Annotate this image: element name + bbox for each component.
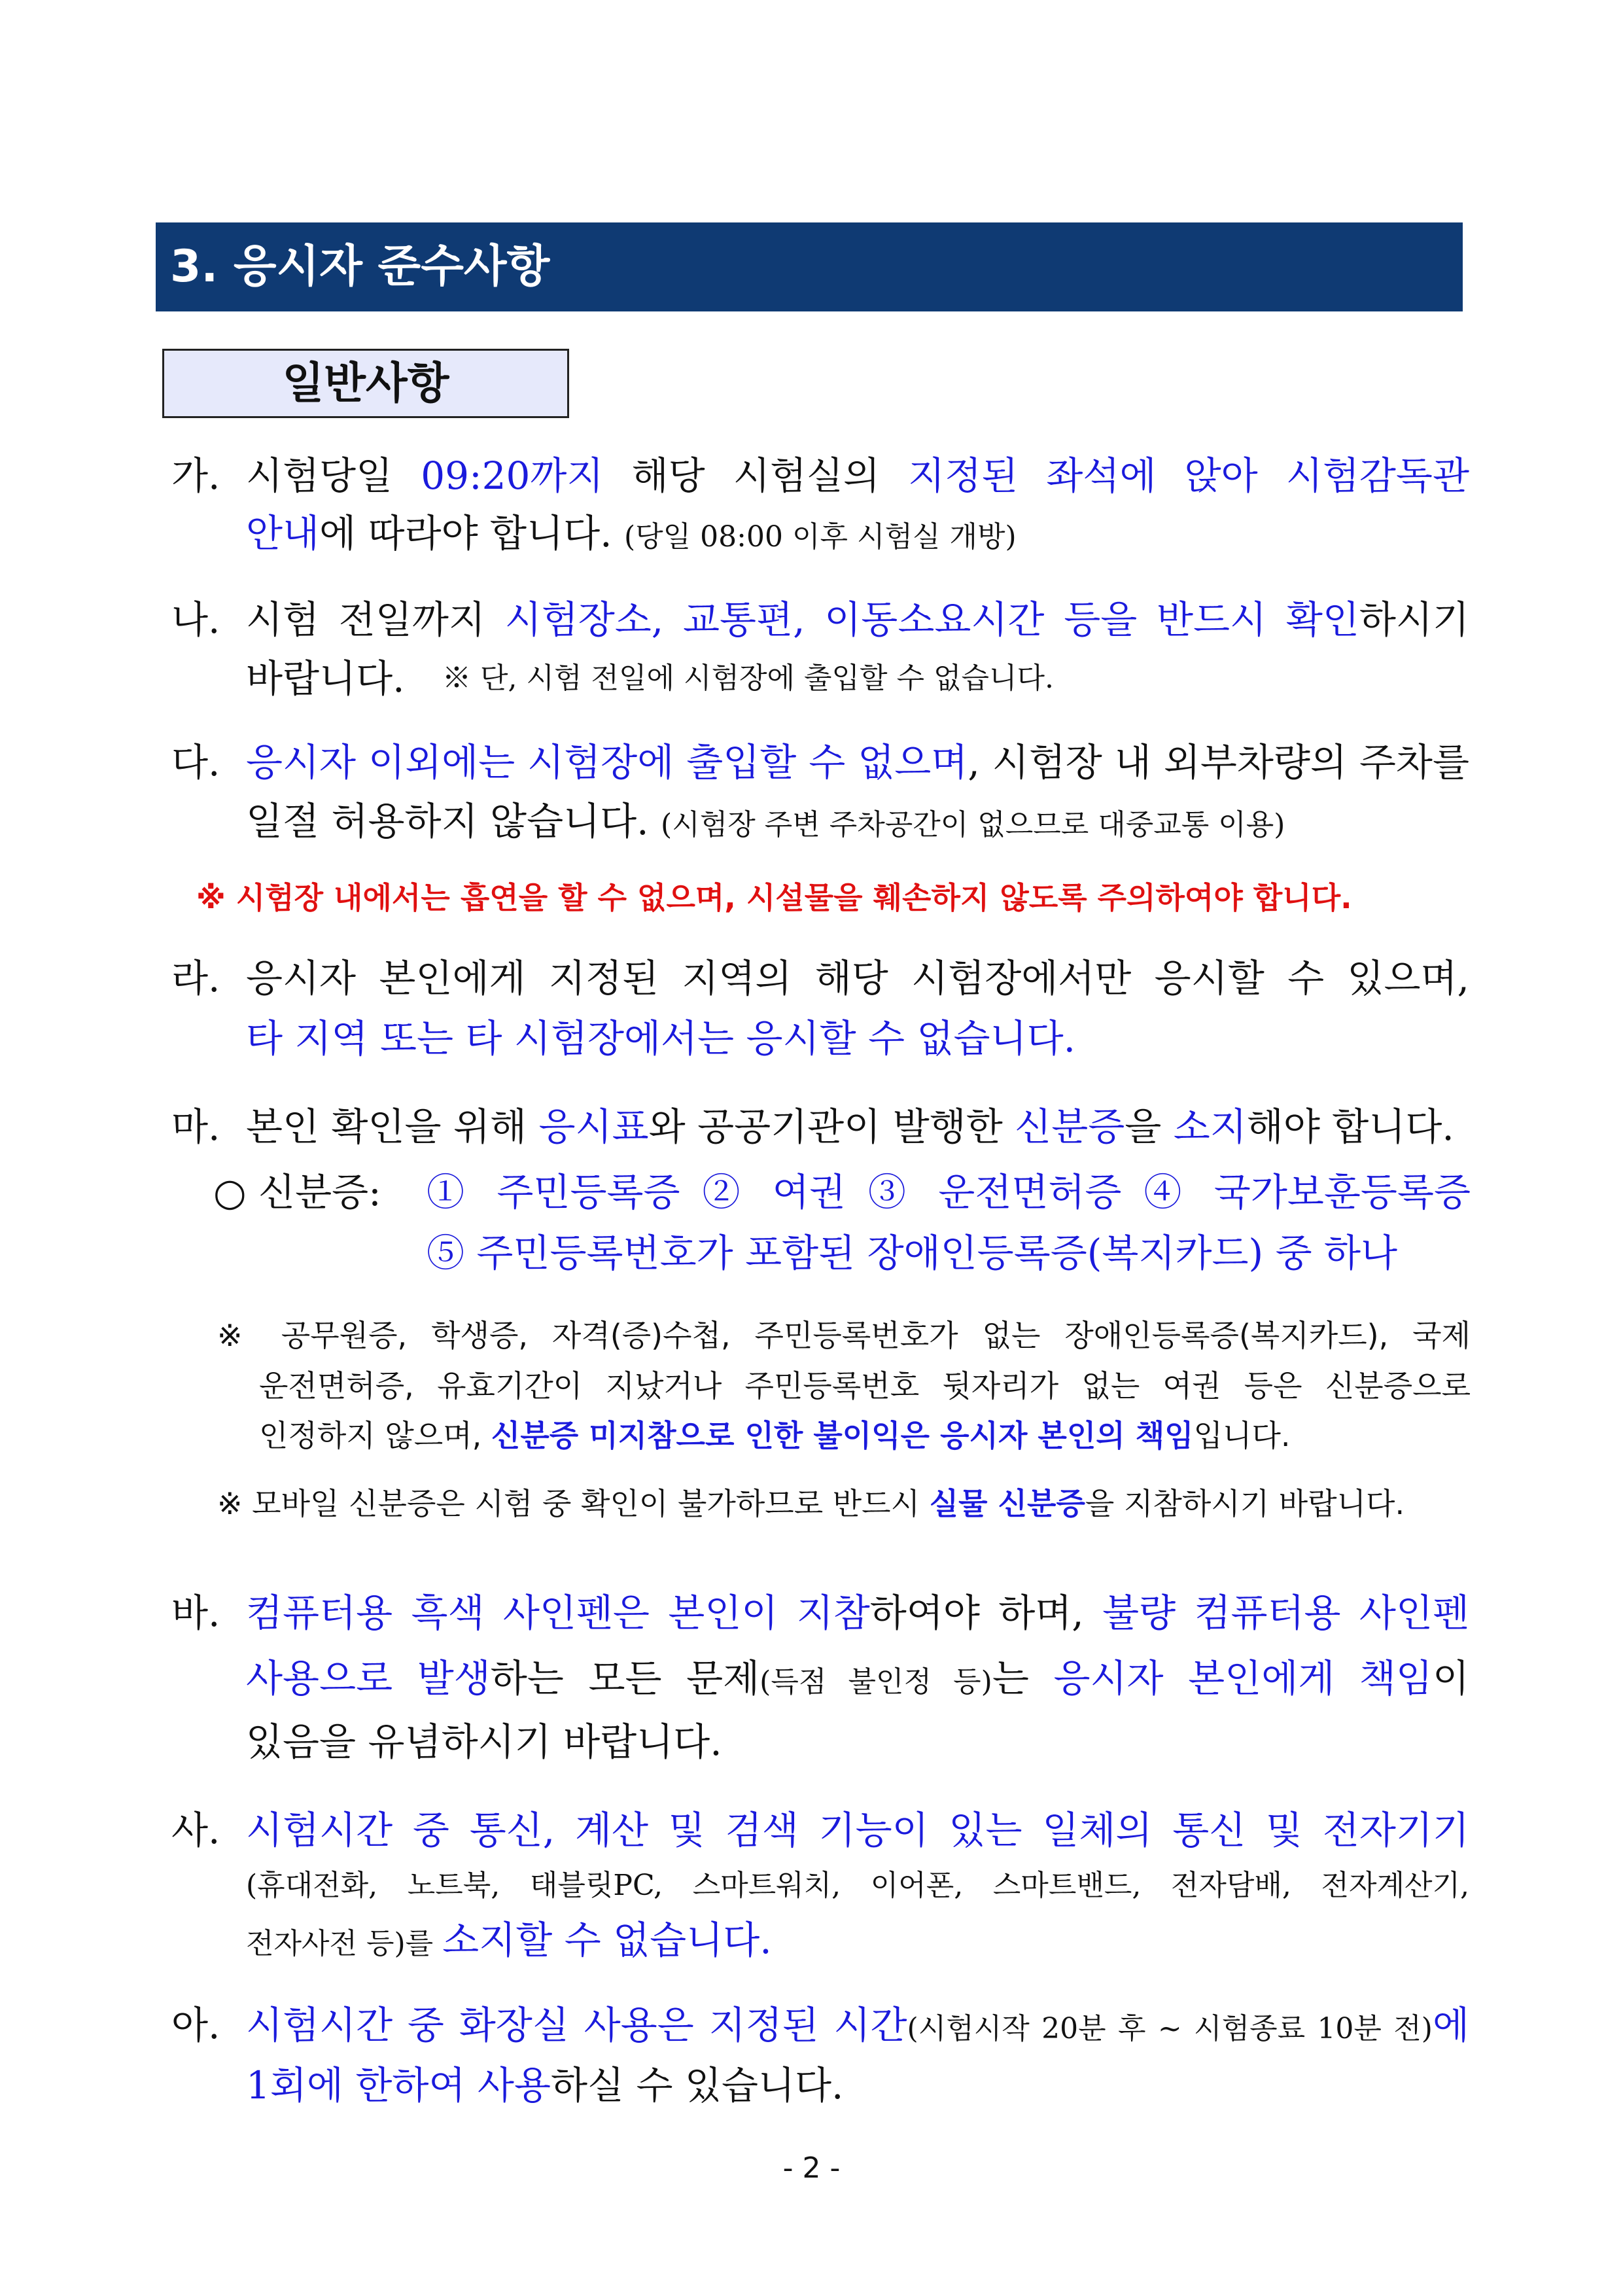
id-list-line2: ⑤ 주민등록번호가 포함된 장애인등록증(복지카드) 중 하나 (427, 1231, 1398, 1275)
item-ra-line1: 응시자 본인에게 지정된 지역의 해당 시험장에서만 응시할 수 있으며, (246, 956, 1469, 1000)
item-ra-line2: 타 지역 또는 타 시험장에서는 응시할 수 없습니다. (246, 1016, 1076, 1061)
item-na-marker: 나. (171, 597, 220, 642)
item-sa-marker: 사. (171, 1808, 220, 1852)
page-number: - 2 - (782, 2151, 841, 2185)
id-note1-line1: ※ 공무원증, 학생증, 자격(증)수첩, 주민등록번호가 없는 장애인등록증(복지카드), 국제 (217, 1318, 1471, 1353)
item-ba-marker: 바. (171, 1591, 220, 1635)
item-da-line2: 일절 허용하지 않습니다. (시험장 주변 주차공간이 없으므로 대중교통 이용) (246, 799, 1285, 843)
item-a-marker: 아. (171, 2003, 220, 2047)
item-ba-line3: 있음을 유념하시기 바랍니다. (246, 1720, 722, 1764)
id-note1-line2: 운전면허증, 유효기간이 지났거나 주민등록번호 뒷자리가 없는 여권 등은 신분증으로 (259, 1368, 1471, 1404)
item-ba-line1: 컴퓨터용 흑색 사인펜은 본인이 지참하여야 하며, 불량 컴퓨터용 사인펜 (246, 1591, 1469, 1635)
item-na-line1: 시험 전일까지 시험장소, 교통편, 이동소요시간 등을 반드시 확인하시기 (246, 597, 1469, 642)
item-da-marker: 다. (171, 740, 220, 785)
item-ga-marker: 가. (171, 453, 220, 498)
subsection-label: 일반사항 (162, 349, 569, 418)
item-ga-line1: 시험당일 09:20까지 해당 시험실의 지정된 좌석에 앉아 시험감독관 (246, 453, 1469, 498)
id-list-line1: ① 주민등록증 ② 여권 ③ 운전면허증 ④ 국가보훈등록증 (427, 1170, 1471, 1214)
item-na-note: ※ 단, 시험 전일에 시험장에 출입할 수 없습니다. (442, 662, 1054, 695)
warning-text: ※ 시험장 내에서는 흡연을 할 수 없으며, 시설물을 훼손하지 않도록 주의하여야 합니다. (196, 880, 1352, 915)
id-label: ○ 신분증: (213, 1170, 381, 1214)
section-title: 3. 응시자 준수사항 (156, 222, 1463, 311)
item-ra-marker: 라. (171, 956, 220, 1000)
item-ga-line2: 안내에 따라야 합니다. (당일 08:00 이후 시험실 개방) (246, 511, 1017, 556)
item-ba-line2: 사용으로 발생하는 모든 문제(득점 불인정 등)는 응시자 본인에게 책임이 (246, 1656, 1469, 1701)
item-a-line1: 시험시간 중 화장실 사용은 지정된 시간(시험시작 20분 후 ~ 시험종료 10분 전)에 (246, 2003, 1470, 2047)
item-da-line1: 응시자 이외에는 시험장에 출입할 수 없으며, 시험장 내 외부차량의 주차를 (246, 740, 1469, 785)
item-ma-line1: 본인 확인을 위해 응시표와 공공기관이 발행한 신분증을 소지해야 합니다. (246, 1104, 1454, 1149)
item-sa-line2: (휴대전화, 노트북, 태블릿PC, 스마트워치, 이어폰, 스마트밴드, 전자담배, 전자계산기, (246, 1869, 1469, 1902)
item-sa-line3: 전자사전 등)를 소지할 수 없습니다. (246, 1918, 772, 1962)
item-sa-line1: 시험시간 중 통신, 계산 및 검색 기능이 있는 일체의 통신 및 전자기기 (246, 1808, 1469, 1852)
item-a-line2: 1회에 한하여 사용하실 수 있습니다. (246, 2063, 844, 2108)
item-na-line2: 바랍니다. (246, 656, 405, 701)
item-ma-marker: 마. (171, 1104, 220, 1149)
id-note2: ※ 모바일 신분증은 시험 중 확인이 불가하므로 반드시 실물 신분증을 지참하시기 바랍니다. (217, 1486, 1405, 1521)
id-note1-line3: 인정하지 않으며, 신분증 미지참으로 인한 불이익은 응시자 본인의 책임입니다. (259, 1418, 1291, 1453)
